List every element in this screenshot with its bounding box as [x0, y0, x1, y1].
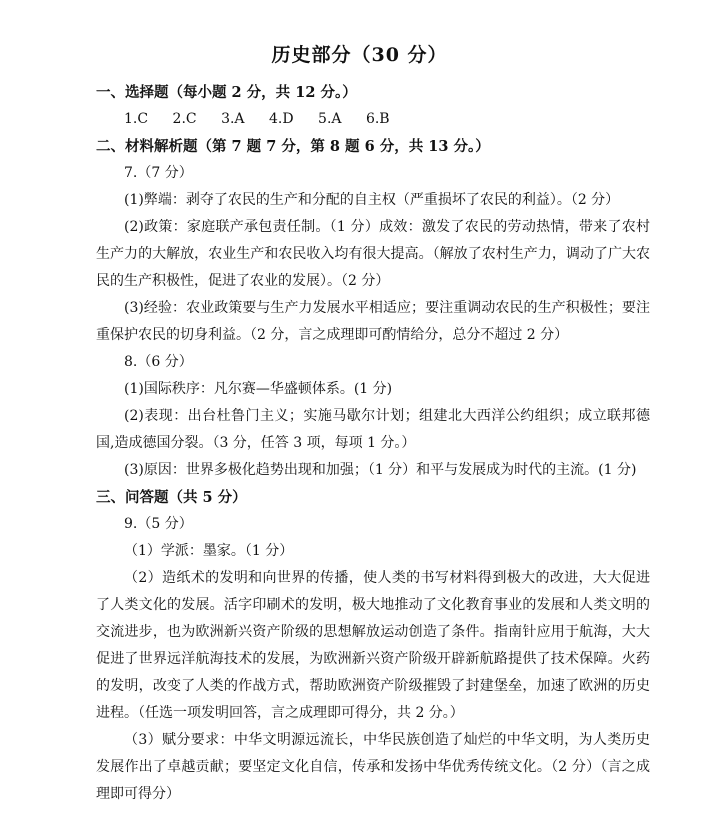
- section-3-heading: 三、问答题（共 5 分）: [96, 489, 247, 506]
- answer-1: 1.C: [124, 111, 149, 127]
- answer-6: 6.B: [365, 111, 390, 127]
- q8-part-3: (3)原因：世界多极化趋势出现和加强；（1 分）和平与发展成为时代的主流。(1 分): [124, 462, 637, 478]
- question-8-label: 8.（6 分）: [124, 354, 193, 370]
- answer-4: 4.D: [268, 111, 294, 127]
- q7-part-1: (1)弊端：剥夺了农民的生产和分配的自主权（严重损坏了农民的利益）。（2 分）: [124, 192, 620, 208]
- answer-3: 3.A: [221, 111, 245, 127]
- question-7-label: 7.（7 分）: [124, 165, 193, 181]
- q8-part-1: (1)国际秩序：凡尔赛—华盛顿体系。(1 分): [124, 381, 393, 397]
- q7-part-2: (2)政策：家庭联产承包责任制。（1 分）成效：激发了农民的劳动热情，带来了农村生产力的大解放，农业生产和农民收入均有很大提高。（解放了农村生产力，调动了广大农民的生产积极性，促进了农业的发展）。（2 分）: [96, 219, 650, 289]
- q7-part-3: (3)经验：农业政策要与生产力发展水平相适应；要注重调动农民的生产积极性；要注重保护农民的切身利益。（2 分，言之成理即可酌情给分，总分不超过 2 分）: [96, 300, 650, 343]
- answer-5: 5.A: [318, 111, 342, 127]
- section-1-heading: 一、选择题（每小题 2 分，共 12 分。）: [96, 84, 357, 101]
- question-9-label: 9.（5 分）: [124, 516, 193, 532]
- choice-answers: [124, 106, 684, 133]
- answer-2: 2.C: [172, 111, 197, 127]
- q9-part-2: （2）造纸术的发明和向世界的传播，使人类的书写材料得到极大的改进，大大促进了人类文化的发展。活字印刷术的发明，极大地推动了文化教育事业的发展和人类文明的交流进步，也为欧洲新兴资产阶级的思想解放运动创造了条件。指南针应用于航海，大大促进了世界远洋航海技术的发展，为欧洲新兴资产阶级开辟新航路提供了技术保障。火药的发明，改变了人类的作战方式，帮助欧洲资产阶级摧毁了封建堡垒，加速了欧洲的历史进程。（任选一项发明回答，言之成理即可得分，共 2 分。）: [96, 570, 650, 721]
- q9-part-3: （3）赋分要求：中华文明源远流长，中华民族创造了灿烂的中华文明，为人类历史发展作出了卓越贡献；要坚定文化自信，传承和发扬中华优秀传统文化。（2 分）（言之成理即可得分）: [96, 732, 650, 802]
- q9-part-1: （1）学派：墨家。（1 分）: [124, 543, 294, 559]
- page-title: 历史部分（30 分）: [271, 44, 448, 66]
- q8-part-2: (2)表现：出台杜鲁门主义；实施马歇尔计划；组建北大西洋公约组织；成立联邦德国,造成德国分裂。（3 分，任答 3 项，每项 1 分。）: [96, 408, 650, 451]
- section-2-heading: 二、材料解析题（第 7 题 7 分，第 8 题 6 分，共 13 分。）: [96, 138, 490, 155]
